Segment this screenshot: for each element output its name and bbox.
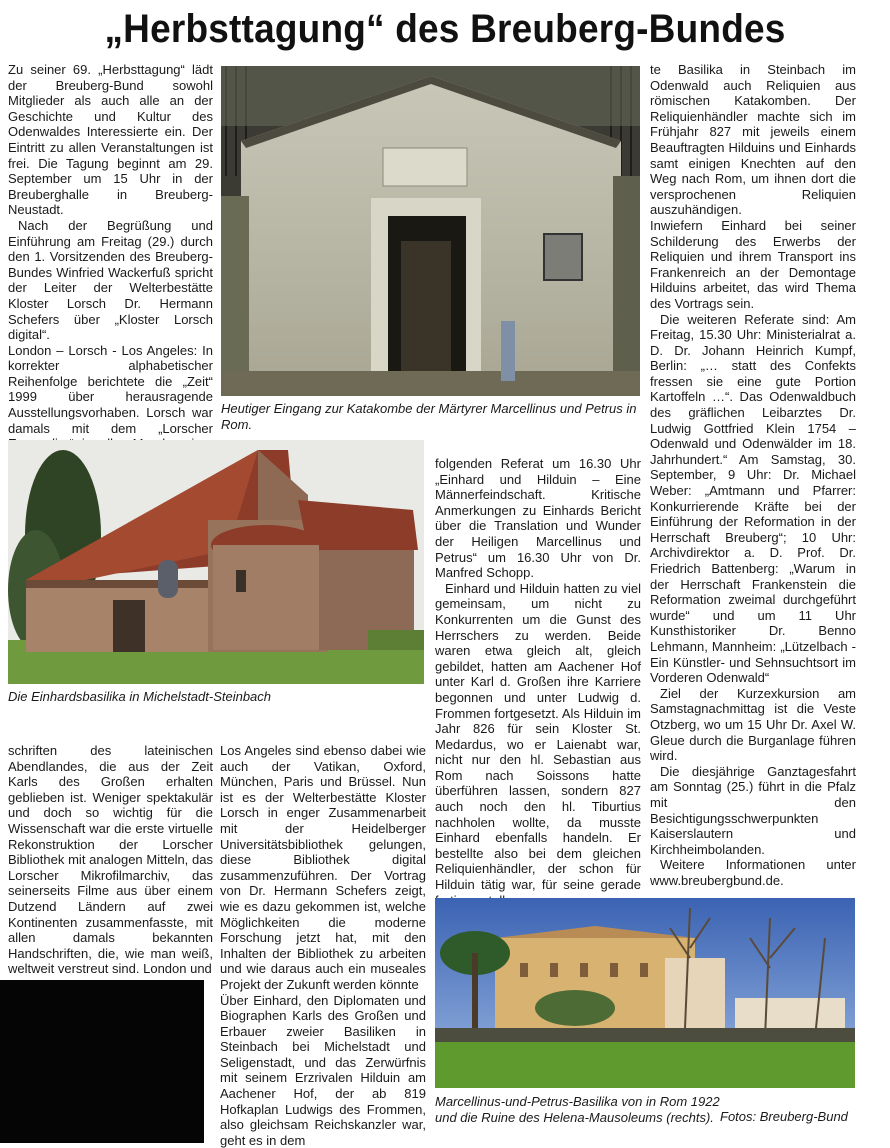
column-1-top [8,62,213,467]
column-3 [435,456,641,908]
paragraph: schriften des lateinischen Abendlandes, die aus der Zeit Karls des Großen erhalten geblieben ist. Weniger spektakulär und doch so wichtig für die Wissenschaft war die erste virtuelle Rekonstruktion der Lorscher Bibliothek mit analogen Mitteln, das Lorscher Mikrofilmarchiv, das seinerseits Filme aus über einem Dutzend Ländern auf zwei Kontinenten zusammenfasste, mit allen damals bekannten Handschriften, die, wie man weiß, weltweit verstreut sind. London und [8,743,213,977]
paragraph: Ziel der Kurzexkursion am Samstagnachmittag ist die Veste Otzberg, wo um 15 Uhr Dr. Axel W. Gleue durch die Burganlage führen wird. [650,686,856,764]
paragraph: Die diesjährige Ganztagesfahrt am Sonntag (25.) führt in die Pfalz mit den Besichtigungsschwerpunkten Kaiserslautern und Kirchheimbolanden. [650,764,856,858]
paragraph: London – Lorsch - Los Angeles: In korrekter alphabetischer Reihenfolge berichtete die „Zeit“ 1999 über herausragende Ausstellungsvorhaben. Lorsch war damals mit dem „Lorscher [8,343,213,468]
photo-rome-basilica [435,898,855,1088]
paragraph: Los Angeles sind ebenso dabei wie auch der Vatikan, Oxford, München, Paris und Brüssel. Nun ist es der Welterbestätte Kloster Lorsch in enger Zusammenarbeit mit der Heidelberger Universitätsbibliothek gelungen, diese Bibliothek digital zusammenzuführen. Der Vortrag von Dr. Hermann Schefers zeigt, wie es dazu gekommen ist, welche Möglichkeiten die moderne Forschung jetzt hat, mit den Inhalten der Bibliothek zu arbeiten und wie daraus auch ein museales Projekt der Zukunft werden könnte [220,743,426,993]
photo-catacomb-entrance [221,66,640,396]
paragraph: Über Einhard, den Diplomaten und Biographen Karls des Großen und Erbauer zweier Basiliken in Steinbach bei Michelstadt und Seligenstadt, und das Zerwürfnis mit seinem Erzrivalen Hilduin am Aachener Hof, der ab 819 Hofkaplan Ludwigs des Frommen, also gleichsam Reichskanzler war, geht es in dem [220,993,426,1148]
paragraph: te Basilika in Steinbach im Odenwald auch Reliquien aus römischen Katakomben. Der Reliquienhändler machte sich im Frühjahr 827 mit jeweils einem Beauftragten Hilduins und Einhards samt einigen Knechten auf den Weg nach Rom, um ihnen dort die versprochenen Reliquien auszuhändigen. [650,62,856,218]
paragraph: Die weiteren Referate sind: Am Freitag, 15.30 Uhr: Ministerialrat a. D. Dr. Johann Heinrich Kumpf, Berlin: „… statt des Confekts fressen sie eine gute Portion Kartoffeln …“. Das Odenwaldbuch des gräflichen Leibarztes Dr. Ludwig Gottfried Klein 1754 – Odenwald und Odenwälder im 18. Jahrhundert.“ Am Samstag, 30. September, 9 Uhr: Dr. Michael Weber: „Amtmann und Pfarrer: Konkurrierende Kräfte bei der Einführung der Reformation in der Herrschaft Breuberg“; 10 Uhr: Archivdirektor a. D. Prof. Dr. Friedrich Battenberg: „Warum in der Herrschaft Frankenstein die Reformation zweimal durchgeführt wurde“ und um 11 Uhr Kunsthistoriker Dr. Benno Lehmann, Mannheim: „Lützelbach - Ein Künstler- und Sehnsuchtsort im Vorderen Odenwald“ [650,312,856,686]
column-4 [650,62,856,888]
paragraph: folgenden Referat um 16.30 Uhr „Einhard und Hilduin – Eine Männerfeindschaft. Kritische Anmerkungen zu Einhards Bericht über die Translation und Wunder der Heiligen Marcellinus und Petrus“ um 16.30 Uhr von Dr. Manfred Schopp. [435,456,641,581]
column-1-bottom [8,743,213,977]
paragraph: Inwiefern Einhard bei seiner Schilderung des Erwerbs der Reliquien und ihrem Transport ins Frankenreich an der Demontage Hilduins arbeitet, das wird Thema des Vortrags sein. [650,218,856,312]
column-2-bottom [220,743,426,1148]
photo-einhard-basilica [8,440,424,684]
redacted-area [0,980,204,1143]
headline: „Herbsttagung“ des Breuberg-Bundes [0,6,890,51]
paragraph: Einhard und Hilduin hatten zu viel gemeinsam, um nicht zu Konkurrenten um die Gunst des Herrschers zu werden. Beide waren etwa gleich alt, gleich gebildet, hatten am Aachener Hof unter Karl d. Großen ihre Karriere begonnen und unter Ludwig d. Frommen fortgesetzt. Als Hilduin im Jahr 826 für sein Kloster St. Medardus, wo er Laienabt war, nicht nur den hl. Sebastian aus Rom nach Soissons hatte überführen lassen, sondern 827 auch noch den hl. Tiburtius nachholen wollte, da musste Einhard ebenfalls handeln. Er bestellte also bei dem gleichen Reliquienhändler, der schon für Hilduin tätig war, für seine gerade [435,581,641,908]
paragraph: Nach der Begrüßung und Einführung am Freitag (29.) durch den 1. Vorsitzenden des Breuberg-Bundes Winfried Wackerfuß spricht der Leiter der Welterbestätte Kloster Lorsch Dr. Hermann Schefers über „Kloster Lorsch digital“. [8,218,213,343]
paragraph: Weitere Informationen unter www.breubergbund.de. [650,857,856,888]
paragraph: Zu seiner 69. „Herbsttagung“ lädt der Breuberg-Bund sowohl Mitglieder als auch alle an der Geschichte und Kultur des Odenwaldes Interessierte ein. Der Eintritt zu allen Veranstaltungen ist frei. Die Tagung beginnt am 29. September um 15 Uhr in der Breuberghalle in Breuberg-Neustadt. [8,62,213,218]
photo-credit: Fotos: Breuberg-Bund [720,1109,848,1124]
caption-basilica: Die Einhardsbasilika in Michelstadt-Steinbach [8,689,424,705]
caption-catacomb: Heutiger Eingang zur Katakombe der Märtyrer Marcellinus und Petrus in Rom. [221,401,641,432]
caption-rome: Marcellinus-und-Petrus-Basilika von in Rom 1922 und die Ruine des Helena-Mausoleums (rechts). [435,1094,735,1125]
